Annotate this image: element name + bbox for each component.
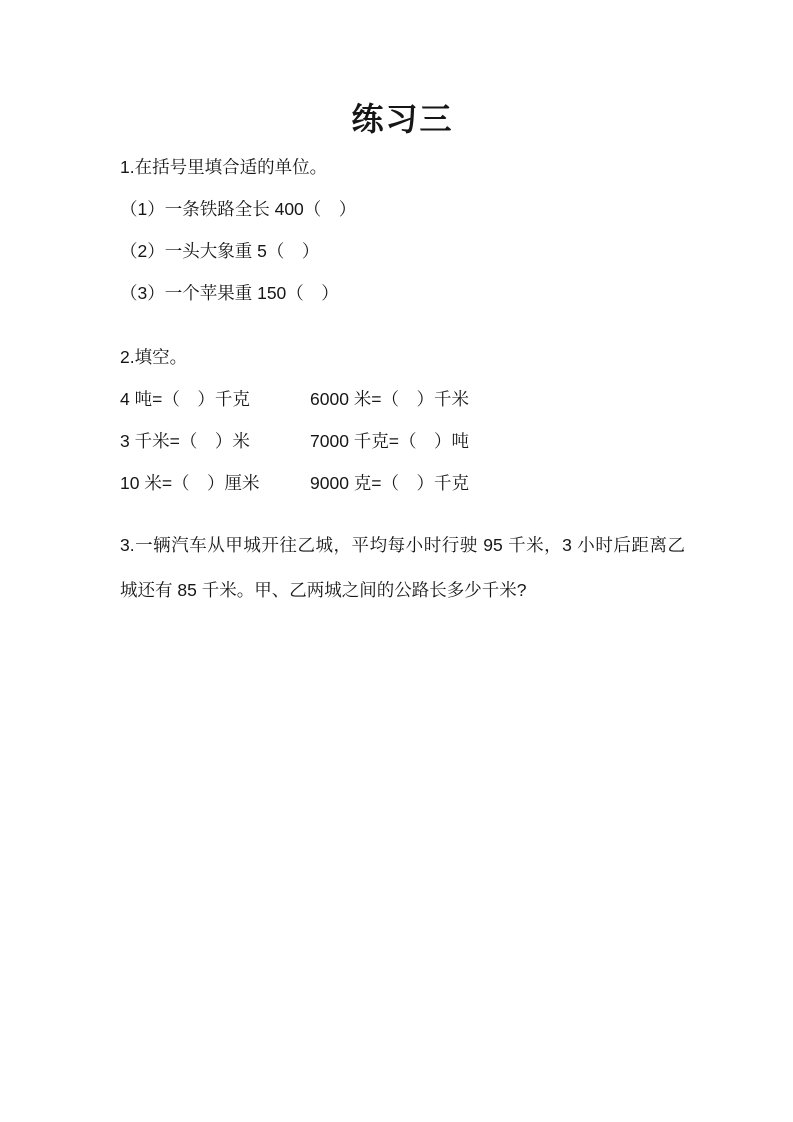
question-3-text: 3.一辆汽车从甲城开往乙城，平均每小时行驶 95 千米，3 小时后距离乙城还有 85 千米。甲、乙两城之间的公路长多少千米?	[120, 535, 685, 600]
fill-blank-3-right: 9000 克=（ ）千克	[310, 473, 470, 493]
question-1-item-3: （3）一个苹果重 150（ ）	[120, 283, 339, 303]
fill-blank-1-right: 6000 米=（ ）千米	[310, 389, 470, 409]
fill-blank-row-2	[120, 430, 685, 453]
fill-blank-2-left: 3 千米=（ ）米	[120, 431, 250, 451]
question-2	[120, 346, 685, 495]
fill-blank-3-left: 10 米=（ ）厘米	[120, 473, 260, 493]
page-title: 练习三	[351, 101, 454, 137]
fill-blank-2-right: 7000 千克=（ ）吨	[310, 431, 470, 451]
fill-blank-row-3	[120, 472, 685, 495]
question-1	[120, 156, 685, 305]
question-1-item-2: （2）一头大象重 5（ ）	[120, 241, 320, 261]
question-2-heading: 2.填空。	[120, 347, 188, 367]
question-1-heading: 1.在括号里填合适的单位。	[120, 157, 328, 177]
question-3	[120, 523, 685, 613]
fill-blank-row-1	[120, 388, 685, 411]
question-1-item-1: （1）一条铁路全长 400（ ）	[120, 199, 357, 219]
fill-blank-1-left: 4 吨=（ ）千克	[120, 389, 250, 409]
